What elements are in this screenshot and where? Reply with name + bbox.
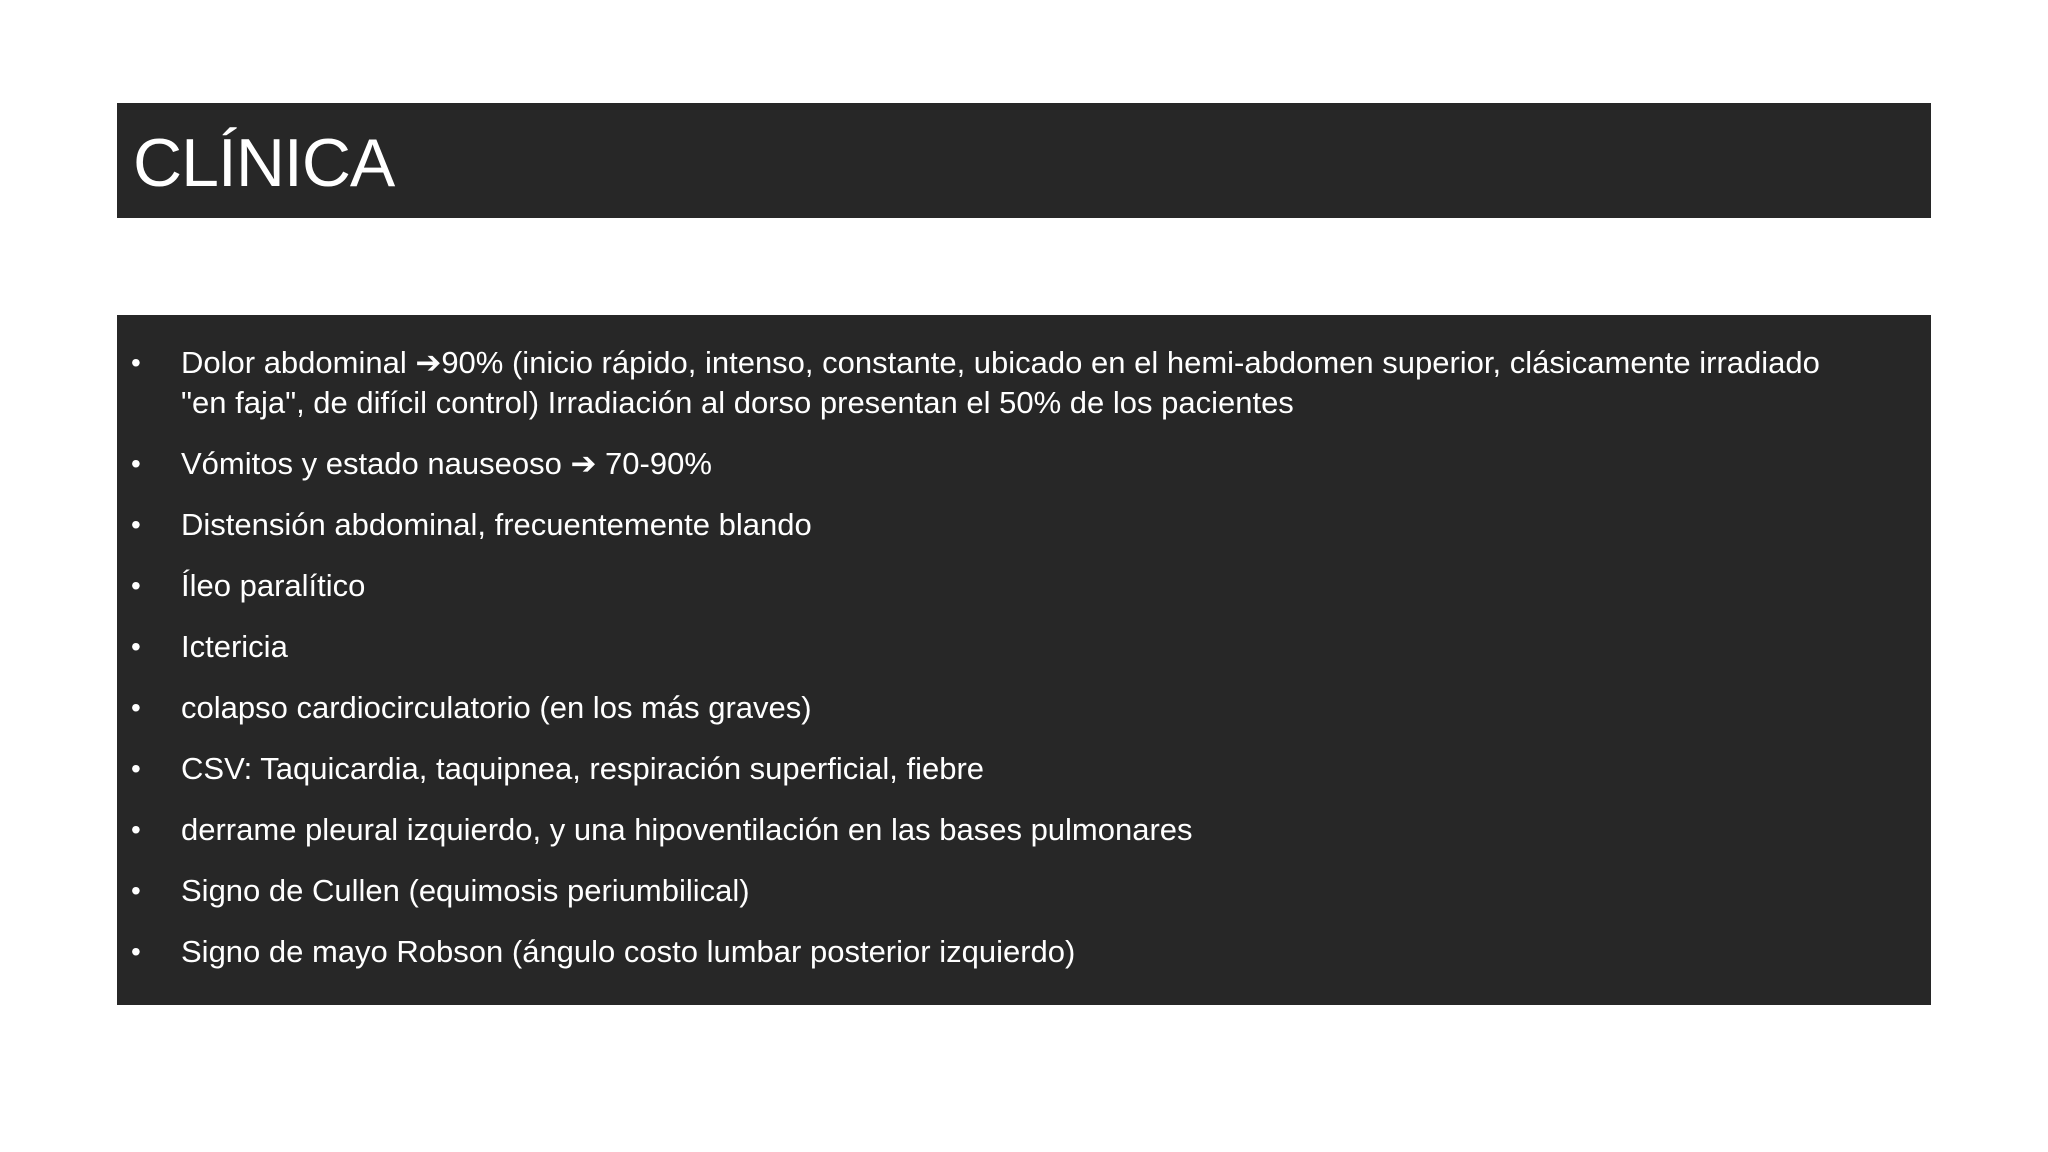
bullet-item [117,749,1931,789]
bullet-item [117,688,1931,728]
bullet-dot-icon: • [131,570,141,601]
bullet-list [117,343,1931,993]
bullet-dot-icon: • [131,509,141,540]
bullet-text: Signo de Cullen (equimosis periumbilical) [181,873,750,908]
bullet-text: Íleo paralítico [181,568,366,603]
bullet-item [117,444,1931,484]
bullet-item [117,871,1931,911]
bullet-item [117,810,1931,850]
bullet-dot-icon: • [131,875,141,906]
bullet-item [117,932,1931,972]
bullet-item [117,627,1931,667]
bullet-dot-icon: • [131,631,141,662]
bullet-dot-icon: • [131,448,141,479]
bullet-text: Vómitos y estado nauseoso ➔ 70-90% [181,446,712,481]
bullet-item [117,343,1931,423]
bullet-text: Distensión abdominal, frecuentemente blando [181,507,812,542]
bullet-item [117,505,1931,545]
bullet-dot-icon: • [131,936,141,967]
bullet-dot-icon: • [131,814,141,845]
bullet-dot-icon: • [131,692,141,723]
bullet-dot-icon: • [131,753,141,784]
bullet-text: derrame pleural izquierdo, y una hipoventilación en las bases pulmonares [181,812,1193,847]
bullet-item [117,566,1931,606]
slide-title: CLÍNICA [133,125,395,201]
title-bar [117,103,1931,218]
content-box [117,315,1931,1005]
bullet-text: Ictericia [181,629,288,664]
bullet-text: colapso cardiocirculatorio (en los más graves) [181,690,812,725]
bullet-dot-icon: • [131,347,141,378]
bullet-text: Signo de mayo Robson (ángulo costo lumbar posterior izquierdo) [181,934,1076,969]
bullet-text: Dolor abdominal ➔90% (inicio rápido, intenso, constante, ubicado en el hemi-abdomen superior, clásicamente irradiado "en faja", de difícil control) Irradiación al dorso presentan el 50% de los pacientes [181,345,1820,420]
bullet-text: CSV: Taquicardia, taquipnea, respiración superficial, fiebre [181,751,985,786]
